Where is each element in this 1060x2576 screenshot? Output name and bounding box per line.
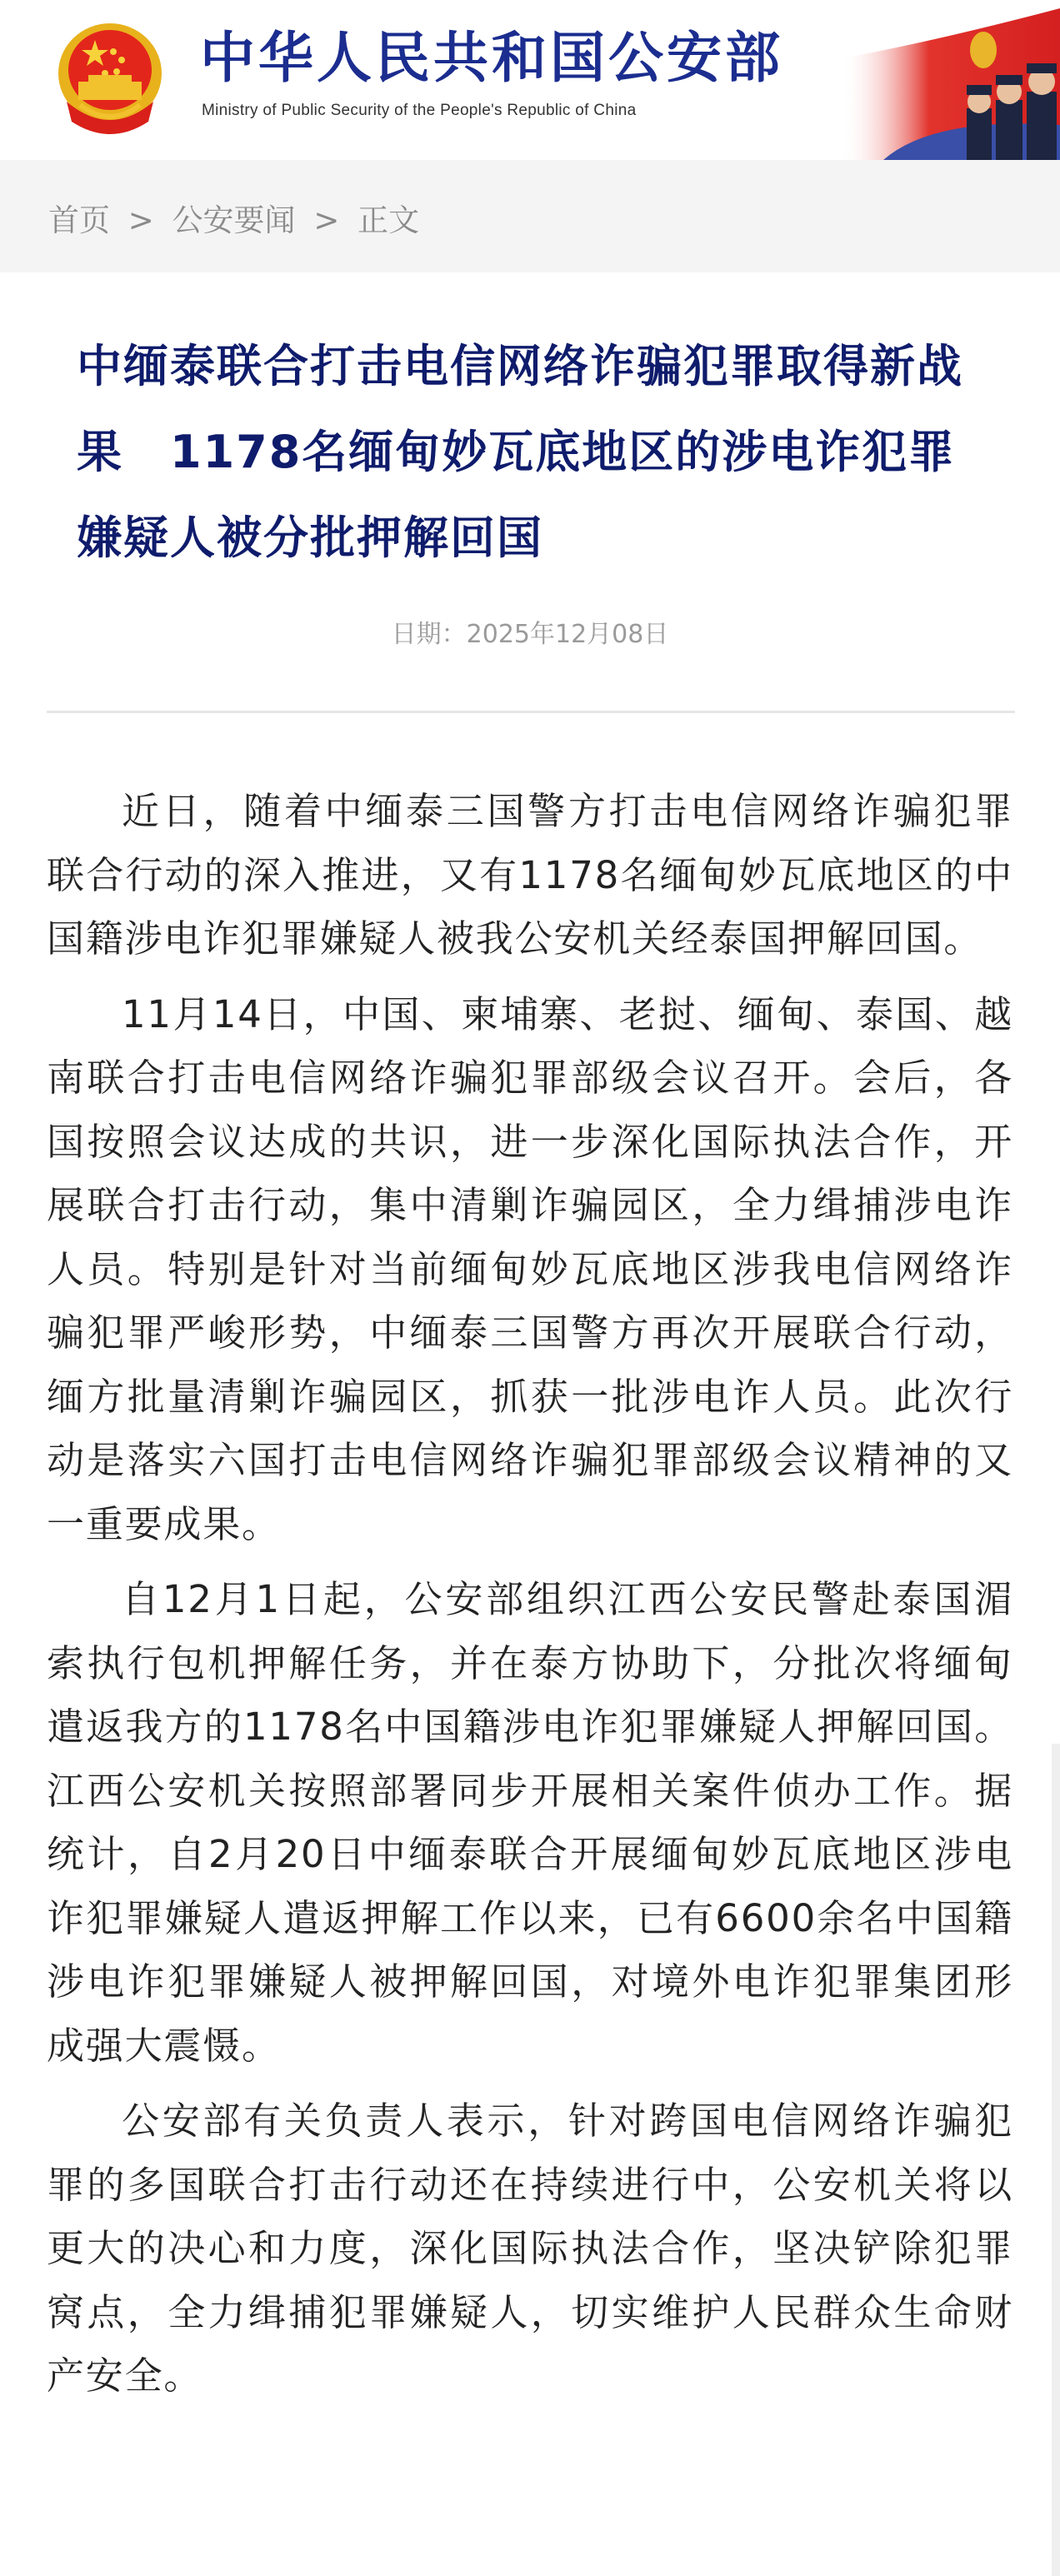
breadcrumb-current: 正文 [358, 202, 420, 238]
article-paragraph: 自12月1日起，公安部组织江西公安民警赴泰国湄索执行包机押解任务，并在泰方协助下，分批次将缅甸遣返我方的1178名中国籍涉电诈犯罪嫌疑人押解回国。江西公安机关按照部署同步开展相关案件侦办工作。据统计，自2月20日中缅泰联合开展缅甸妙瓦底地区涉电诈犯罪嫌疑人遣返押解工作以来，已有6600余名中国籍涉电诈犯罪嫌疑人被押解回国，对境外电诈犯罪集团形成强大震慑。 [47, 1577, 1013, 2068]
site-header [0, 0, 1060, 160]
police-flag-banner [808, 0, 1060, 160]
divider [47, 711, 1015, 713]
breadcrumb-news-link[interactable]: 公安要闻 [172, 202, 296, 238]
breadcrumb-separator: > [313, 202, 340, 238]
breadcrumb-bar [0, 160, 1060, 272]
article-paragraph: 近日，随着中缅泰三国警方打击电信网络诈骗犯罪联合行动的深入推进，又有1178名缅甸妙瓦底地区的中国籍涉电诈犯罪嫌疑人被我公安机关经泰国押解回国。 [47, 789, 1013, 961]
breadcrumb [48, 195, 428, 240]
article-body [47, 780, 1013, 2420]
scrollbar[interactable] [1052, 1744, 1060, 2576]
site-subtitle: Ministry of Public Security of the People's Republic of China [202, 102, 637, 119]
breadcrumb-home-link[interactable]: 首页 [48, 202, 110, 238]
article-paragraph: 公安部有关负责人表示，针对跨国电信网络诈骗犯罪的多国联合打击行动还在持续进行中，公安机关将以更大的决心和力度，深化国际执法合作，坚决铲除犯罪窝点，全力缉捕犯罪嫌疑人，切实维护人民群众生命财产安全。 [47, 2099, 1013, 2398]
site-title: 中华人民共和国公安部 [200, 26, 783, 90]
article-paragraph: 11月14日，中国、柬埔寨、老挝、缅甸、泰国、越南联合打击电信网络诈骗犯罪部级会议召开。会后，各国按照会议达成的共识，进一步深化国际执法合作，开展联合打击行动，集中清剿诈骗园区，全力缉捕涉电诈人员。特别是针对当前缅甸妙瓦底地区涉我电信网络诈骗犯罪严峻形势，中缅泰三国警方再次开展联合行动，缅方批量清剿诈骗园区，抓获一批涉电诈人员。此次行动是落实六国打击电信网络诈骗犯罪部级会议精神的又一重要成果。 [47, 991, 1013, 1546]
article-date: 日期：2025年12月08日 [391, 620, 669, 649]
national-emblem-icon [55, 22, 165, 135]
article-title: 中缅泰联合打击电信网络诈骗犯罪取得新战果 1178名缅甸妙瓦底地区的涉电诈犯罪嫌疑人被分批押解回国 [77, 340, 963, 564]
breadcrumb-separator: > [128, 202, 154, 238]
